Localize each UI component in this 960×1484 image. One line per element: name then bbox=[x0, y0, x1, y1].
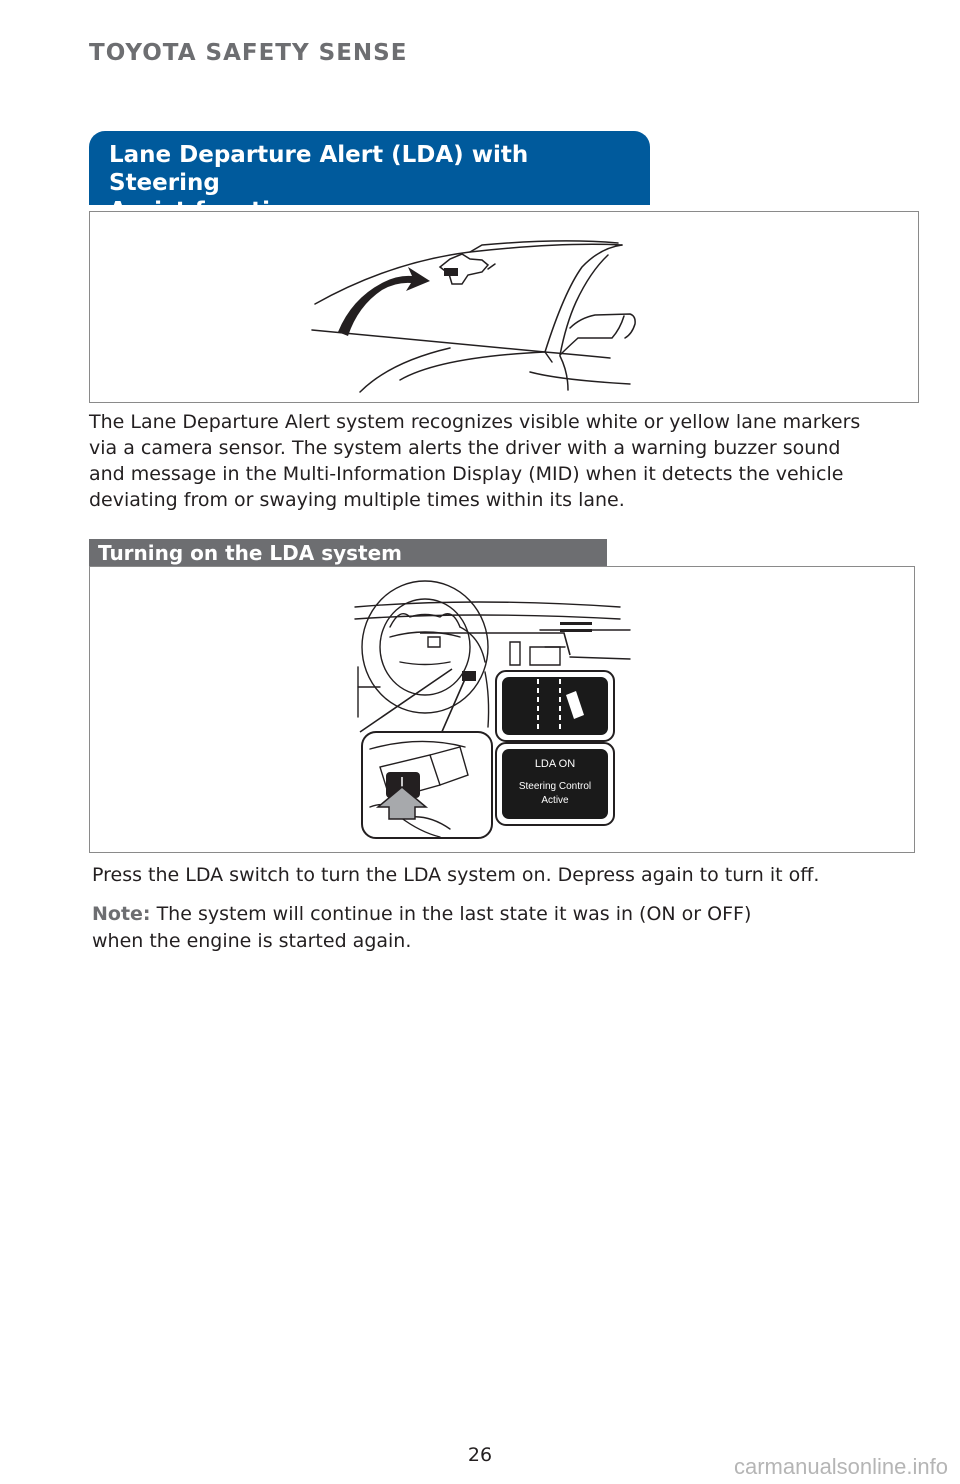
lda-switch-illustration bbox=[90, 567, 914, 852]
switch-closeup-inset bbox=[362, 732, 492, 838]
display-line-1: LDA ON bbox=[534, 758, 576, 770]
section-title-tab bbox=[89, 131, 650, 205]
intro-line-3: and message in the Multi-Information Display (MID) when it detects the vehicle bbox=[89, 463, 844, 485]
note-text-1: The system will continue in the last state it was in (ON or OFF) bbox=[150, 903, 752, 925]
arrow-icon bbox=[338, 267, 430, 336]
windshield-camera-illustration bbox=[90, 212, 918, 402]
note-line-1 bbox=[92, 901, 792, 928]
display-line-2: Steering Control bbox=[518, 781, 592, 792]
display-line-3: Active bbox=[541, 795, 569, 806]
camera-sensor-icon bbox=[444, 268, 458, 276]
subsection-title-tab: Turning on the LDA system bbox=[89, 539, 607, 567]
intro-line-1: The Lane Departure Alert system recognizes visible white or yellow lane markers bbox=[89, 411, 861, 433]
section-title-line-1: Lane Departure Alert (LDA) with Steering bbox=[109, 142, 529, 196]
watermark: carmanualsonline.info bbox=[733, 1454, 948, 1479]
press-instruction: Press the LDA switch to turn the LDA system on. Depress again to turn it off. bbox=[92, 864, 820, 886]
note-paragraph bbox=[92, 901, 792, 955]
windshield-camera-figure bbox=[89, 211, 919, 403]
lda-switch-figure bbox=[89, 566, 915, 853]
intro-paragraph bbox=[89, 409, 909, 513]
intro-line-4: deviating from or swaying multiple times within its lane. bbox=[89, 489, 625, 511]
page-number: 26 bbox=[467, 1444, 493, 1466]
page-header: TOYOTA SAFETY SENSE bbox=[89, 40, 408, 66]
intro-line-2: via a camera sensor. The system alerts the driver with a warning buzzer sound bbox=[89, 437, 841, 459]
note-label: Note: bbox=[92, 903, 151, 925]
note-line-2: when the engine is started again. bbox=[92, 930, 412, 952]
mid-lane-indicator bbox=[502, 677, 608, 735]
